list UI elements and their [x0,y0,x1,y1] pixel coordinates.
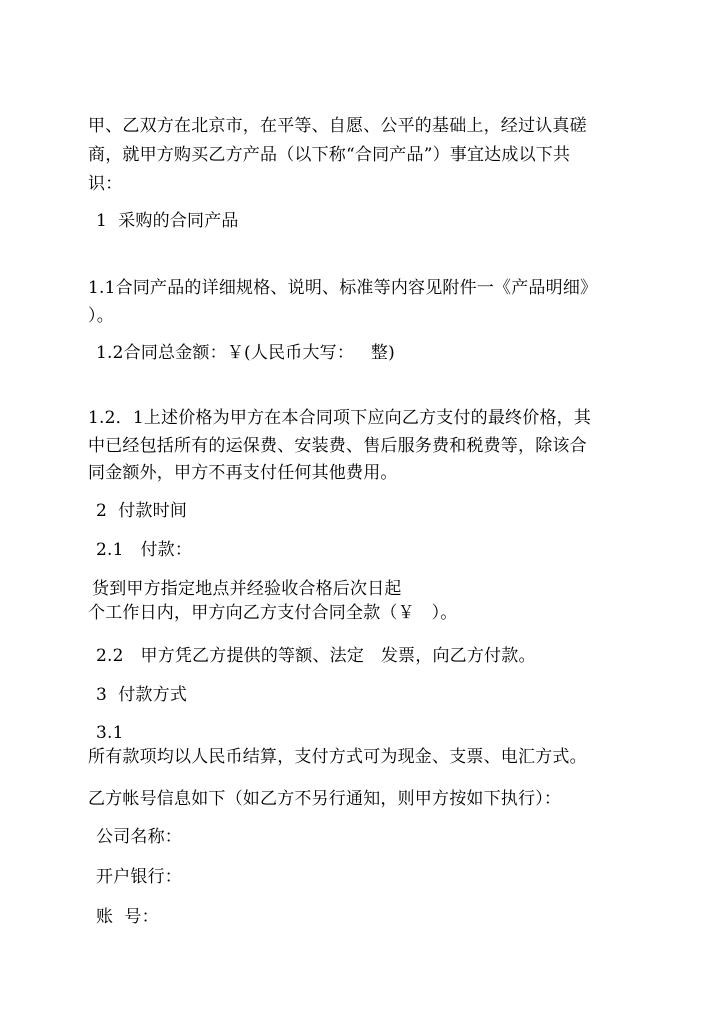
company-name-label: 公司名称： [96,827,182,847]
item-1-2-1-line-2: 中已经包括所有的运保费、安装费、售后服务费和税费等，除该合 [88,436,587,456]
item-1-2-1-line-1: 1.2．1上述价格为甲方在本合同项下应向乙方支付的最终价格，其 [88,408,592,428]
item-2-2: 2.2 甲方凭乙方提供的等额、法定 发票，向乙方付款。 [96,646,536,666]
section-2-title: 2 付款时间 [96,501,188,521]
payment-text-line-1: 货到甲方指定地点并经验收合格后次日起 [92,579,402,599]
section-3-title: 3 付款方式 [96,685,188,705]
intro-line-1: 甲、乙双方在北京市，在平等、自愿、公平的基础上，经过认真磋 [88,116,587,136]
payment-text-line-2: 个工作日内，甲方向乙方支付合同全款（￥ ）。 [88,603,458,623]
bank-label: 开户银行： [96,867,182,887]
item-1-2: 1.2合同总金额：￥(人民币大写： 整) [96,343,395,363]
item-1-1-line-1: 1.1合同产品的详细规格、说明、标准等内容见附件一《产品明细》 [88,278,598,298]
item-1-2-1-line-3: 同金额外，甲方不再支付任何其他费用。 [88,463,398,483]
item-2-1: 2.1 付款： [96,540,193,560]
item-3-1: 3.1 [96,723,124,743]
section-1-title: 1 采购的合同产品 [96,211,239,231]
intro-line-2: 商，就甲方购买乙方产品（以下称“合同产品”）事宜达成以下共 [88,145,571,165]
item-1-1-line-2: ）。 [88,306,114,326]
intro-line-3: 识： [88,174,123,194]
account-intro: 乙方帐号信息如下（如乙方不另行通知，则甲方按如下执行）： [88,789,562,809]
account-number-label: 账 号： [96,907,159,927]
item-3-1-text: 所有款项均以人民币结算，支付方式可为现金、支票、电汇方式。 [88,747,587,767]
